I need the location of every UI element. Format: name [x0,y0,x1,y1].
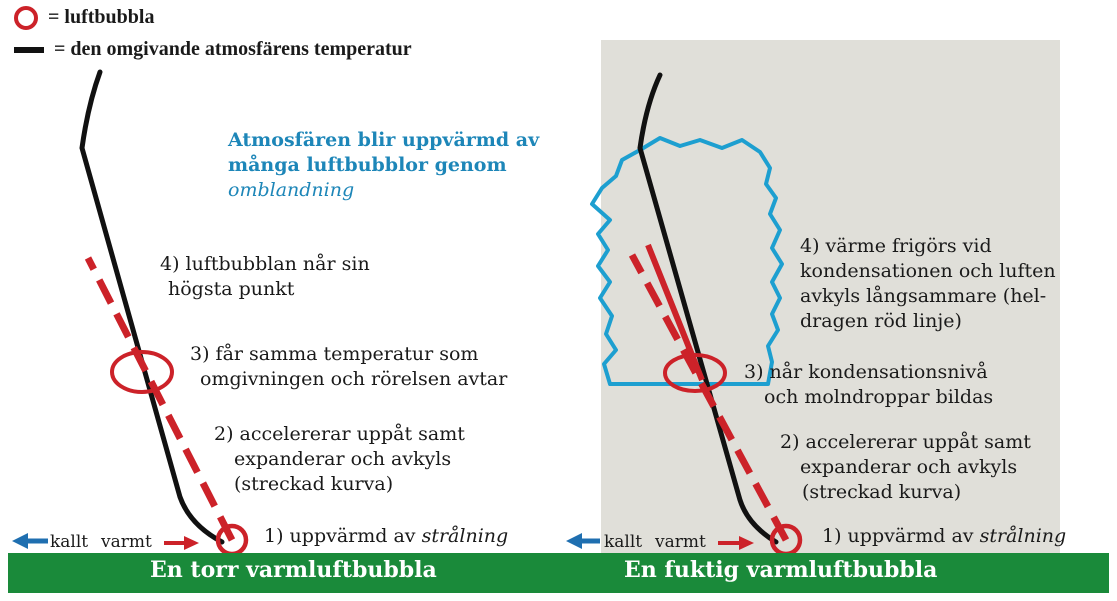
left-step1 [264,524,508,549]
right-step3-line1: 3) når kondensationsnivå [744,361,988,383]
right-step2-line1: 2) accelererar uppåt samt [780,431,1031,453]
left-step4-line1: 4) luftbubblan når sin [160,253,370,275]
right-cold-label: kallt [604,532,643,552]
right-warm-label: varmt [655,532,706,552]
mixing-italic: omblandning [228,179,355,201]
left-cold-arrow-icon [12,533,28,549]
right-step2 [780,430,1031,505]
right-step3-line2: och molndroppar bildas [764,386,994,408]
left-cold-label: kallt [50,532,89,552]
left-step3 [190,342,507,392]
mixing-line2: många luftbubblor genom [228,154,507,176]
left-step2 [214,422,465,497]
left-step1-italic: strålning [421,525,509,547]
left-step4-line2: högsta punkt [168,278,295,300]
right-step1 [822,524,1066,549]
right-step2-line3: (streckad kurva) [802,481,962,503]
left-step3-line1: 3) får samma temperatur som [190,343,479,365]
left-warm-arrow-icon [184,536,199,550]
legend-bubble-label: = luftbubbla [48,6,155,28]
right-step4 [800,234,1056,334]
mixing-text [228,128,539,203]
left-step2-line3: (streckad kurva) [234,473,394,495]
right-cold-arrow-icon [566,533,582,549]
left-step2-line2: expanderar och avkyls [234,448,452,470]
right-step4-line4: dragen röd linje) [800,310,962,332]
left-step2-line1: 2) accelererar uppåt samt [214,423,465,445]
left-step4 [160,252,370,302]
left-step1-prefix: 1) uppvärmd av [264,525,422,547]
right-warm-arrow-icon [739,536,754,550]
right-step4-line2: kondensationen och luften [800,260,1056,282]
right-ground-title: En fuktig varmluftbubbla [624,557,938,583]
right-step4-line3: avkyls långsammare (hel- [800,285,1047,307]
right-step3 [744,360,993,410]
left-ground-title: En torr varmluftbubbla [150,557,437,583]
legend-line-label: = den omgivande atmosfärens temperatur [54,38,412,60]
right-step4-line1: 4) värme frigörs vid [800,235,992,257]
right-temperature-curve [640,75,776,542]
right-step1-prefix: 1) uppvärmd av [822,525,980,547]
left-step3-line2: omgivningen och rörelsen avtar [200,368,508,390]
right-step1-italic: strålning [979,525,1067,547]
mixing-line1: Atmosfären blir uppvärmd av [228,129,540,151]
left-temperature-curve [82,72,222,542]
left-warm-label: varmt [101,532,152,552]
right-step2-line2: expanderar och avkyls [800,456,1018,478]
